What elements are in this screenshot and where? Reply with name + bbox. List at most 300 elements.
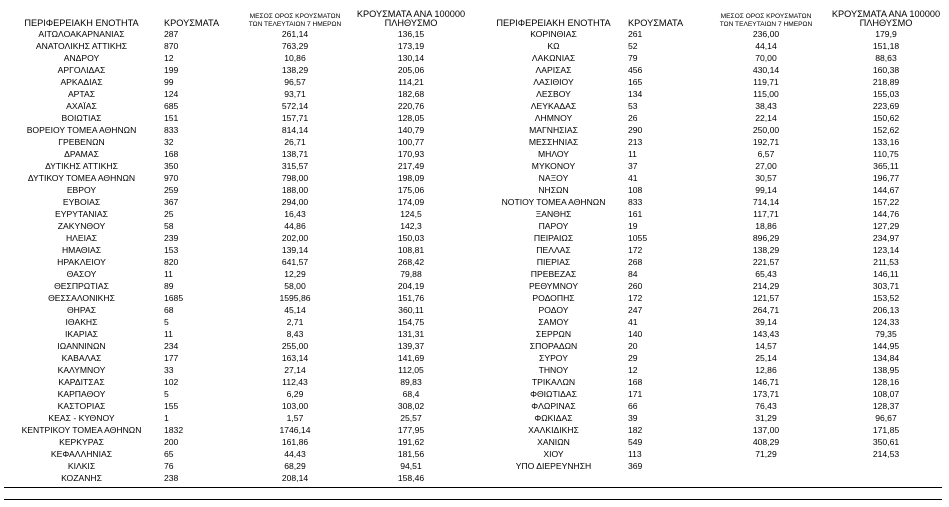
per100k-cell: 133,16 <box>872 137 900 147</box>
per100k-cell: 153,52 <box>872 293 900 303</box>
avg7-cell: 146,71 <box>752 377 780 387</box>
region-cell: ΦΛΩΡΙΝΑΣ <box>531 401 576 411</box>
region-cell: ΔΡΑΜΑΣ <box>64 149 99 159</box>
region-cell: ΤΡΙΚΑΛΩΝ <box>531 377 576 387</box>
header-avg7-line2: ΤΩΝ ΤΕΛΕΥΤΑΙΩΝ 7 ΗΜΕΡΩΝ <box>248 20 342 28</box>
cases-cell: 369 <box>628 461 643 471</box>
cases-cell: 172 <box>628 245 643 255</box>
table-row <box>3 352 471 364</box>
table-row <box>3 340 471 352</box>
per100k-cell: 218,89 <box>872 77 900 87</box>
avg7-cell: 173,71 <box>752 389 780 399</box>
cases-cell: 350 <box>164 161 179 171</box>
per100k-cell: 114,21 <box>398 77 424 87</box>
avg7-cell: 221,57 <box>752 257 780 267</box>
region-cell: ΦΘΙΩΤΙΔΑΣ <box>530 389 577 399</box>
table-row <box>483 196 945 208</box>
cases-cell: 39 <box>628 413 638 423</box>
per100k-cell: 144,67 <box>872 185 900 195</box>
per100k-cell: 128,37 <box>872 401 900 411</box>
header-cases: ΚΡΟΥΣΜΑΤΑ <box>628 18 684 28</box>
table-row <box>483 292 945 304</box>
cases-cell: 33 <box>164 365 174 375</box>
region-cell: ΗΛΕΙΑΣ <box>65 233 98 243</box>
table-row <box>483 40 945 52</box>
region-cell: ΙΩΑΝΝΙΝΩΝ <box>57 341 106 351</box>
header-per100k-line1: ΚΡΟΥΣΜΑΤΑ ΑΝΑ 100000 <box>356 9 466 19</box>
table-row <box>3 328 471 340</box>
avg7-cell: 121,57 <box>752 293 780 303</box>
per100k-cell: 308,02 <box>397 401 425 411</box>
cases-cell: 234 <box>164 341 179 351</box>
cases-cell: 20 <box>628 341 638 351</box>
region-cell: ΛΕΥΚΑΔΑΣ <box>530 101 577 111</box>
table-row <box>483 328 945 340</box>
cases-cell: 79 <box>628 53 638 63</box>
header-region: ΠΕΡΙΦΕΡΕΙΑΚΗ ΕΝΟΤΗΤΑ <box>24 18 139 28</box>
region-cell: ΣΥΡΟΥ <box>539 353 568 363</box>
region-cell: ΖΑΚΥΝΘΟΥ <box>57 221 106 231</box>
table-row <box>483 52 945 64</box>
avg7-cell: 96,57 <box>284 77 306 87</box>
region-cell: ΧΑΛΚΙΔΙΚΗΣ <box>528 425 579 435</box>
cases-cell: 268 <box>628 257 643 267</box>
region-cell: ΗΜΑΘΙΑΣ <box>61 245 102 255</box>
per100k-cell: 217,49 <box>397 161 425 171</box>
avg7-cell: 250,00 <box>752 125 780 135</box>
region-cell: ΘΕΣΠΡΩΤΙΑΣ <box>54 281 109 291</box>
table-row <box>3 472 471 484</box>
region-cell: ΚΑΡΠΑΘΟΥ <box>57 389 106 399</box>
table-row <box>3 172 471 184</box>
cases-cell: 456 <box>628 65 643 75</box>
region-cell: ΠΕΙΡΑΙΩΣ <box>533 233 574 243</box>
cases-cell: 52 <box>628 41 638 51</box>
table-row <box>3 148 471 160</box>
region-cell: ΜΕΣΣΗΝΙΑΣ <box>528 137 579 147</box>
table-row <box>3 124 471 136</box>
per100k-cell: 206,13 <box>872 305 900 315</box>
table-row <box>483 316 945 328</box>
avg7-cell: 71,29 <box>755 449 777 459</box>
cases-cell: 970 <box>164 173 179 183</box>
per100k-cell: 198,09 <box>397 173 425 183</box>
per100k-cell: 146,11 <box>873 269 899 279</box>
region-cell: ΕΥΒΟΙΑΣ <box>62 197 101 207</box>
cases-cell: 68 <box>164 305 174 315</box>
per100k-cell: 150,62 <box>872 113 900 123</box>
region-cell: ΥΠΟ ΔΙΕΡΕΥΝΗΣΗ <box>515 461 592 471</box>
region-cell: ΚΑΒΑΛΑΣ <box>61 353 102 363</box>
per100k-cell: 268,42 <box>397 257 425 267</box>
per100k-cell: 179,9 <box>875 29 897 39</box>
avg7-cell: 103,00 <box>281 401 309 411</box>
avg7-cell: 58,00 <box>284 281 306 291</box>
cases-cell: 172 <box>628 293 643 303</box>
table-row <box>3 316 471 328</box>
avg7-cell: 188,00 <box>281 185 309 195</box>
per100k-cell <box>827 460 945 472</box>
avg7-cell: 798,00 <box>281 173 309 183</box>
table-row <box>3 232 471 244</box>
avg7-cell: 44,43 <box>284 449 306 459</box>
cases-cell: 367 <box>164 197 179 207</box>
cases-cell: 213 <box>628 137 643 147</box>
avg7-cell: 44,14 <box>755 41 777 51</box>
header-cases: ΚΡΟΥΣΜΑΤΑ <box>164 18 220 28</box>
table-row <box>483 232 945 244</box>
region-cell: ΝΑΞΟΥ <box>538 173 569 183</box>
cases-cell: 168 <box>628 377 643 387</box>
cases-cell: 247 <box>628 305 643 315</box>
cases-cell: 165 <box>628 77 643 87</box>
avg7-cell: 157,71 <box>281 113 309 123</box>
region-cell: ΑΡΚΑΔΙΑΣ <box>60 77 103 87</box>
per100k-cell: 223,69 <box>872 101 900 111</box>
region-cell: ΣΠΟΡΑΔΩΝ <box>529 341 578 351</box>
table-row <box>3 196 471 208</box>
per100k-cell: 191,62 <box>397 437 425 447</box>
cases-cell: 1685 <box>164 293 184 303</box>
avg7-cell: 18,86 <box>755 221 777 231</box>
header-per100k <box>827 6 945 28</box>
per100k-cell: 170,93 <box>397 149 425 159</box>
cases-cell: 134 <box>628 89 643 99</box>
avg7-cell: 192,71 <box>752 137 780 147</box>
per100k-cell: 123,14 <box>872 245 900 255</box>
table-row <box>3 220 471 232</box>
header-region: ΠΕΡΙΦΕΡΕΙΑΚΗ ΕΝΟΤΗΤΑ <box>496 18 611 28</box>
avg7-cell: 236,00 <box>752 29 780 39</box>
cases-cell: 177 <box>164 353 179 363</box>
per100k-cell: 214,53 <box>872 449 900 459</box>
table-row <box>3 40 471 52</box>
cases-cell: 41 <box>628 173 638 183</box>
region-cell: ΠΕΛΛΑΣ <box>536 245 571 255</box>
avg7-cell: 408,29 <box>752 437 780 447</box>
avg7-cell: 119,71 <box>753 77 779 87</box>
region-cell: ΚΕΡΚΥΡΑΣ <box>59 437 104 447</box>
region-cell: ΚΟΖΑΝΗΣ <box>61 473 102 483</box>
table-row <box>3 400 471 412</box>
cases-cell: 239 <box>164 233 179 243</box>
region-cell: ΛΑΣΙΘΙΟΥ <box>533 77 574 87</box>
avg7-cell: 65,43 <box>755 269 777 279</box>
cases-cell: 171 <box>628 389 643 399</box>
region-cell: ΑΡΓΟΛΙΔΑΣ <box>57 65 106 75</box>
region-cell: ΚΕΑΣ - ΚΥΘΝΟΥ <box>48 413 115 423</box>
avg7-cell: 10,86 <box>284 53 306 63</box>
table-row <box>3 412 471 424</box>
cases-cell: 19 <box>628 221 638 231</box>
avg7-cell: 93,71 <box>284 89 306 99</box>
table-row <box>3 388 471 400</box>
region-cell: ΑΡΤΑΣ <box>67 89 96 99</box>
table-row <box>483 28 945 40</box>
region-cell: ΕΥΡΥΤΑΝΙΑΣ <box>55 209 108 219</box>
bottom-rule-bottom <box>4 499 942 500</box>
table-row <box>483 436 945 448</box>
table-header-row <box>483 6 945 28</box>
table-row <box>483 304 945 316</box>
avg7-cell: 112,43 <box>282 377 308 387</box>
avg7-cell <box>705 460 827 472</box>
region-cell: ΚΙΛΚΙΣ <box>67 461 96 471</box>
avg7-cell: 896,29 <box>752 233 780 243</box>
cases-cell: 25 <box>164 209 174 219</box>
table-row <box>483 340 945 352</box>
region-cell: ΚΕΦΑΛΛΗΝΙΑΣ <box>50 449 113 459</box>
avg7-cell: 714,14 <box>752 197 780 207</box>
per100k-cell: 157,22 <box>872 197 900 207</box>
per100k-cell: 365,11 <box>873 161 899 171</box>
avg7-cell: 138,71 <box>281 149 309 159</box>
cases-cell: 12 <box>164 53 174 63</box>
region-cell: ΡΕΘΥΜΝΟΥ <box>528 281 579 291</box>
per100k-cell: 182,68 <box>397 89 425 99</box>
table-row <box>3 52 471 64</box>
cases-cell: 53 <box>628 101 638 111</box>
avg7-cell: 315,57 <box>281 161 309 171</box>
cases-cell: 140 <box>628 329 643 339</box>
avg7-cell: 38,43 <box>755 101 777 111</box>
region-cell: ΡΟΔΟΥ <box>538 305 569 315</box>
avg7-cell: 2,71 <box>286 317 304 327</box>
cases-cell: 12 <box>628 365 638 375</box>
cases-cell: 1055 <box>628 233 648 243</box>
table-header-row <box>3 6 471 28</box>
avg7-cell: 138,29 <box>281 65 309 75</box>
cases-cell: 65 <box>164 449 174 459</box>
region-cell: ΜΑΓΝΗΣΙΑΣ <box>529 125 578 135</box>
cases-cell: 153 <box>164 245 179 255</box>
table-row <box>3 268 471 280</box>
region-cell: ΧΑΝΙΩΝ <box>537 437 570 447</box>
region-cell: ΑΧΑΪΑΣ <box>66 101 97 111</box>
cases-cell: 238 <box>164 473 179 483</box>
cases-cell: 155 <box>164 401 179 411</box>
header-avg7 <box>705 6 827 28</box>
table-row <box>3 460 471 472</box>
avg7-cell: 1746,14 <box>279 425 311 435</box>
cases-cell: 290 <box>628 125 643 135</box>
cases-cell: 1 <box>164 413 169 423</box>
table-row <box>483 352 945 364</box>
per100k-cell: 144,95 <box>872 341 900 351</box>
header-avg7-line1: ΜΕΣΟΣ ΟΡΟΣ ΚΡΟΥΣΜΑΤΩΝ <box>720 13 812 20</box>
avg7-cell: 6,57 <box>757 149 775 159</box>
avg7-cell: 26,71 <box>284 137 306 147</box>
table-row <box>483 364 945 376</box>
table-row <box>483 220 945 232</box>
avg7-cell: 139,14 <box>281 245 309 255</box>
cases-cell: 260 <box>628 281 643 291</box>
per100k-cell: 205,06 <box>397 65 425 75</box>
avg7-cell: 14,57 <box>755 341 777 351</box>
cases-cell: 113 <box>628 449 642 459</box>
avg7-cell: 99,14 <box>755 185 777 195</box>
avg7-cell: 27,14 <box>284 365 306 375</box>
cases-cell: 833 <box>164 125 179 135</box>
per100k-cell: 88,63 <box>875 53 897 63</box>
per100k-cell: 138,95 <box>872 365 900 375</box>
region-cell: ΘΗΡΑΣ <box>66 305 97 315</box>
per100k-cell: 152,62 <box>872 125 900 135</box>
per100k-cell: 350,61 <box>872 437 900 447</box>
region-cell: ΞΑΝΘΗΣ <box>535 209 572 219</box>
per100k-cell: 140,79 <box>397 125 425 135</box>
bottom-rule-top <box>4 487 942 488</box>
per100k-cell: 360,11 <box>398 305 424 315</box>
region-cell: ΚΑΡΔΙΤΣΑΣ <box>58 377 105 387</box>
per100k-cell: 144,76 <box>872 209 900 219</box>
cases-cell: 168 <box>164 149 179 159</box>
table-row <box>3 376 471 388</box>
per100k-cell: 139,37 <box>397 341 425 351</box>
per100k-cell: 108,81 <box>397 245 425 255</box>
table-row <box>483 64 945 76</box>
cases-cell: 124 <box>164 89 179 99</box>
table-row <box>483 172 945 184</box>
table-row <box>3 88 471 100</box>
region-cell: ΚΕΝΤΡΙΚΟΥ ΤΟΜΕΑ ΑΘΗΝΩΝ <box>21 425 142 435</box>
avg7-cell: 1,57 <box>286 413 304 423</box>
table-row <box>483 388 945 400</box>
table-row <box>483 100 945 112</box>
avg7-cell: 763,29 <box>281 41 309 51</box>
cases-cell: 870 <box>164 41 179 51</box>
table-row <box>3 64 471 76</box>
table-row <box>3 364 471 376</box>
per100k-cell: 196,77 <box>872 173 900 183</box>
avg7-cell: 25,14 <box>755 353 777 363</box>
table-row <box>3 184 471 196</box>
table-row <box>3 160 471 172</box>
avg7-cell: 8,43 <box>286 329 304 339</box>
avg7-cell: 31,29 <box>755 413 777 423</box>
avg7-cell: 12,29 <box>284 269 306 279</box>
cases-cell: 11 <box>164 329 173 339</box>
per100k-cell: 171,85 <box>872 425 900 435</box>
avg7-cell: 161,86 <box>281 437 309 447</box>
region-cell: ΑΝΑΤΟΛΙΚΗΣ ΑΤΤΙΚΗΣ <box>35 41 128 51</box>
region-cell: ΘΑΣΟΥ <box>66 269 97 279</box>
region-cell: ΔΥΤΙΚΟΥ ΤΟΜΕΑ ΑΘΗΝΩΝ <box>27 173 136 183</box>
table-row <box>3 304 471 316</box>
per100k-cell: 141,69 <box>397 353 425 363</box>
header-per100k-line1: ΚΡΟΥΣΜΑΤΑ ΑΝΑ 100000 <box>831 9 941 19</box>
region-cell: ΔΥΤΙΚΗΣ ΑΤΤΙΚΗΣ <box>45 161 118 171</box>
cases-cell: 102 <box>164 377 179 387</box>
cases-cell: 261 <box>628 29 643 39</box>
avg7-cell: 163,14 <box>281 353 309 363</box>
per100k-cell: 177,95 <box>397 425 425 435</box>
avg7-cell: 572,14 <box>281 101 309 111</box>
avg7-cell: 12,86 <box>755 365 777 375</box>
avg7-cell: 641,57 <box>281 257 309 267</box>
avg7-cell: 117,71 <box>753 209 779 219</box>
region-cell: ΑΝΔΡΟΥ <box>63 53 100 63</box>
table-row <box>3 112 471 124</box>
avg7-cell: 261,14 <box>281 29 309 39</box>
per100k-cell: 112,05 <box>398 365 424 375</box>
avg7-cell: 22,14 <box>755 113 777 123</box>
avg7-cell: 138,29 <box>752 245 780 255</box>
table-row <box>483 160 945 172</box>
cases-cell: 66 <box>628 401 638 411</box>
region-cell: ΚΑΛΥΜΝΟΥ <box>57 365 106 375</box>
cases-cell: 685 <box>164 101 179 111</box>
per100k-cell: 181,56 <box>397 449 425 459</box>
avg7-cell: 294,00 <box>281 197 309 207</box>
per100k-cell: 173,19 <box>397 41 425 51</box>
avg7-cell: 16,43 <box>284 209 306 219</box>
cases-cell: 26 <box>628 113 638 123</box>
table-row <box>3 448 471 460</box>
region-cell: ΛΑΚΩΝΙΑΣ <box>531 53 576 63</box>
cases-cell: 11 <box>628 149 637 159</box>
table-row <box>483 256 945 268</box>
per100k-cell: 124,5 <box>400 209 422 219</box>
table-row <box>3 256 471 268</box>
per100k-cell: 108,07 <box>872 389 900 399</box>
region-cell: ΠΙΕΡΙΑΣ <box>536 257 571 267</box>
table-row <box>483 280 945 292</box>
region-cell: ΜΗΛΟΥ <box>537 149 570 159</box>
region-cell: ΝΟΤΙΟΥ ΤΟΜΕΑ ΑΘΗΝΩΝ <box>501 197 606 207</box>
cases-cell: 259 <box>164 185 179 195</box>
header-per100k-line2: ΠΛΗΘΥΣΜΟ <box>859 18 913 28</box>
table-row <box>483 244 945 256</box>
table-row <box>483 448 945 460</box>
region-cell: ΛΑΡΙΣΑΣ <box>535 65 572 75</box>
per100k-cell: 127,29 <box>872 221 900 231</box>
region-cell: ΚΑΣΤΟΡΙΑΣ <box>57 401 106 411</box>
cases-cell: 37 <box>628 161 638 171</box>
region-cell: ΒΟΡΕΙΟΥ ΤΟΜΕΑ ΑΘΗΝΩΝ <box>26 125 137 135</box>
table-row <box>3 436 471 448</box>
avg7-cell: 44,86 <box>284 221 306 231</box>
per100k-cell: 79,88 <box>400 269 422 279</box>
per100k-cell: 124,33 <box>872 317 900 327</box>
avg7-cell: 264,71 <box>752 305 780 315</box>
table-row <box>483 148 945 160</box>
table-row <box>483 424 945 436</box>
per100k-cell: 134,84 <box>872 353 900 363</box>
region-cell: ΠΑΡΟΥ <box>538 221 569 231</box>
per100k-cell: 160,38 <box>872 65 900 75</box>
table-row <box>483 136 945 148</box>
per100k-cell: 79,35 <box>875 329 897 339</box>
header-avg7-line2: ΤΩΝ ΤΕΛΕΥΤΑΙΩΝ 7 ΗΜΕΡΩΝ <box>719 20 813 28</box>
table-row <box>3 100 471 112</box>
avg7-cell: 45,14 <box>284 305 306 315</box>
per100k-cell: 110,75 <box>873 149 899 159</box>
per100k-cell: 158,46 <box>397 473 425 483</box>
avg7-cell: 214,29 <box>752 281 780 291</box>
per100k-cell: 96,67 <box>875 413 897 423</box>
table-row <box>3 76 471 88</box>
avg7-cell: 30,57 <box>755 173 777 183</box>
per100k-cell: 234,97 <box>872 233 900 243</box>
table-row <box>483 184 945 196</box>
region-cell: ΧΙΟΥ <box>543 449 564 459</box>
cases-cell: 199 <box>164 65 179 75</box>
region-cell: ΛΗΜΝΟΥ <box>534 113 573 123</box>
cases-cell: 99 <box>164 77 174 87</box>
cases-cell: 5 <box>164 389 169 399</box>
per100k-cell: 211,53 <box>873 257 899 267</box>
